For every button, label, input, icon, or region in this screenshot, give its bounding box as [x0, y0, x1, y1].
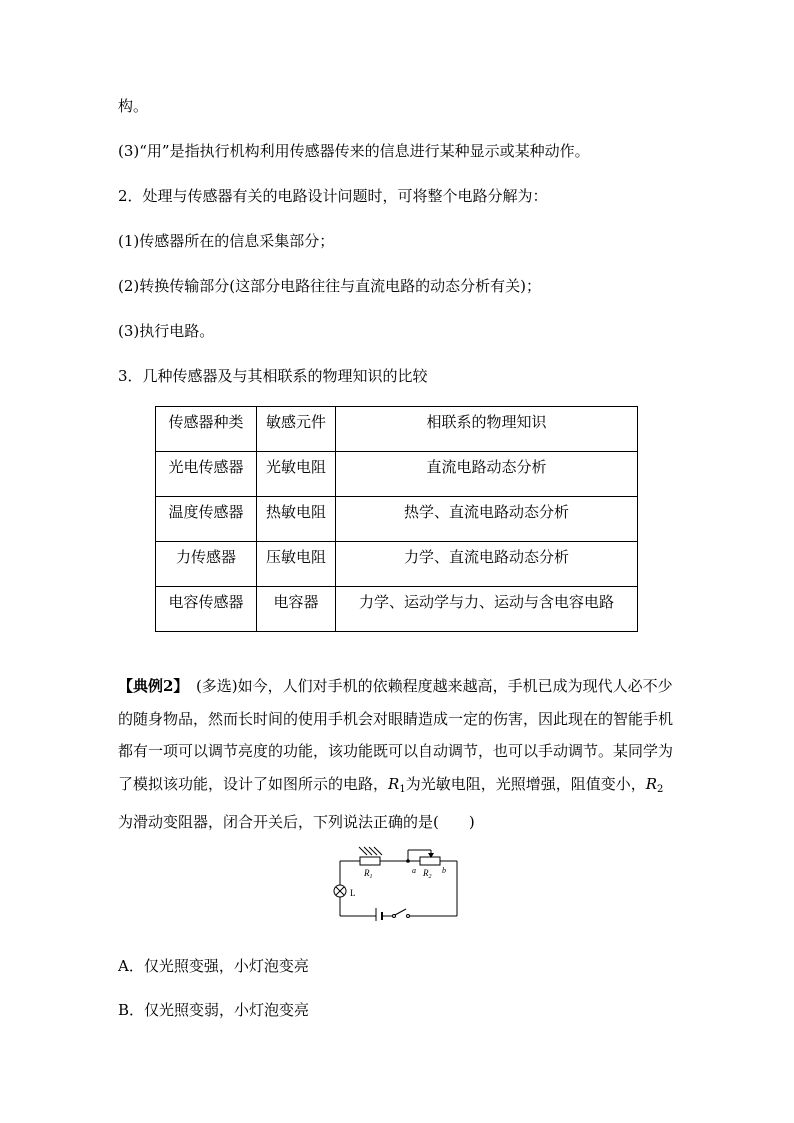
option-b: B．仅光照变弱，小灯泡变亮	[118, 1001, 310, 1019]
r2-label: $R_2$	[423, 868, 432, 880]
sensor-comparison-table	[155, 406, 638, 632]
lamp-label: L	[350, 888, 356, 898]
example-tag: 【典例2】	[118, 677, 181, 695]
battery-icon	[376, 908, 382, 921]
table-header-cell: 传感器种类	[156, 407, 257, 452]
table-cell: 电容传感器	[156, 587, 257, 632]
table-cell: 光电传感器	[156, 452, 257, 497]
lamp-icon	[334, 885, 346, 897]
table-cell: 光敏电阻	[257, 452, 336, 497]
example-question	[118, 670, 678, 839]
table-header-cell: 相联系的物理知识	[336, 407, 638, 452]
text-line-2: (3)“用”是指执行机构利用传感器传来的信息进行某种显示或某种动作。	[118, 142, 590, 160]
table-row	[156, 452, 638, 497]
r2-subscript: 2	[657, 783, 664, 795]
text-line-5: (2)转换传输部分(这部分电路往往与直流电路的动态分析有关)；	[118, 277, 541, 295]
text-line-7: 3．几种传感器及与其相联系的物理知识的比较	[118, 367, 428, 385]
light-rays-icon	[359, 847, 382, 855]
table-cell: 温度传感器	[156, 497, 257, 542]
table-cell: 力传感器	[156, 542, 257, 587]
example-text-a: (多选)如今，人们对手机的依赖程度越来越高，手机已成为现代人必不少的随身物品，然而长时间的使用手机会对眼睛造成一定的伤害，因此现在的智能手机都有一项可以调节亮度的功能，该功能既可以自动调节，也可以手动调节。某同学为了模拟该功能，设计了如图所示的电路，	[118, 677, 674, 793]
a-label: a	[412, 866, 416, 875]
text-line-3: 2．处理与传感器有关的电路设计问题时，可将整个电路分解为：	[118, 187, 548, 205]
text-line-4: (1)传感器所在的信息采集部分；	[118, 232, 335, 250]
table-cell: 直流电路动态分析	[336, 452, 638, 497]
table-header-row	[156, 407, 638, 452]
r1-label: $R_1$	[364, 868, 373, 880]
example-text-c: 为滑动变阻器，闭合开关后，下列说法正确的是( )	[118, 813, 475, 831]
table-row	[156, 587, 638, 632]
option-a: A．仅光照变强，小灯泡变亮	[118, 957, 309, 975]
circuit-diagram	[326, 841, 466, 921]
table-cell: 力学、直流电路动态分析	[336, 542, 638, 587]
r2-symbol: R	[645, 774, 657, 793]
table-cell: 力学、运动学与力、运动与含电容电路	[336, 587, 638, 632]
table-cell: 热学、直流电路动态分析	[336, 497, 638, 542]
switch-icon	[393, 909, 410, 918]
r1-symbol: R	[388, 774, 400, 793]
table-cell: 热敏电阻	[257, 497, 336, 542]
b-label: b	[442, 866, 446, 875]
table-row	[156, 497, 638, 542]
table-row	[156, 542, 638, 587]
table-header-cell: 敏感元件	[257, 407, 336, 452]
table-cell: 压敏电阻	[257, 542, 336, 587]
text-line-6: (3)执行电路。	[118, 322, 215, 340]
rheostat-icon	[420, 857, 440, 865]
junction-dot-icon	[406, 859, 410, 863]
table-cell: 电容器	[257, 587, 336, 632]
text-line-1: 构。	[118, 97, 149, 115]
example-text-b: 为光敏电阻，光照增强，阻值变小，	[405, 774, 646, 793]
photoresistor-icon	[360, 857, 380, 865]
r1-subscript: 1	[399, 783, 406, 795]
